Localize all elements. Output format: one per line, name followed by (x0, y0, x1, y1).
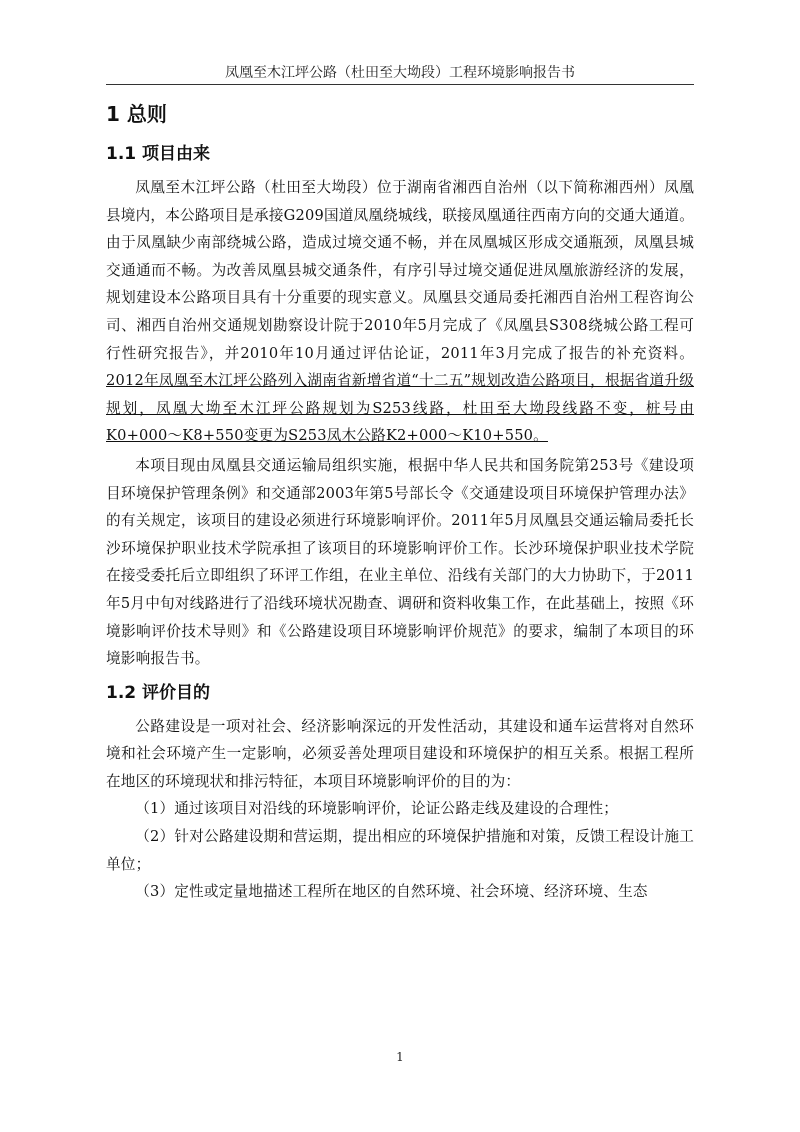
section-heading-1-2 (106, 673, 694, 713)
chapter-number: 1 (106, 102, 120, 126)
paragraph-project-origin (106, 174, 694, 450)
chapter-heading (106, 94, 694, 134)
section-title: 评价目的 (142, 682, 211, 703)
list-item: （1）通过该项目对沿线的环境影响评价，论证公路走线及建设的合理性； (135, 800, 619, 818)
section-heading-1-1 (106, 134, 694, 174)
header-divider (106, 84, 694, 85)
list-item: （2）针对公路建设期和营运期，提出相应的环境保护措施和对策，反馈工程设计施工单位； (106, 828, 694, 873)
chapter-title: 总则 (126, 102, 167, 126)
paragraph-project-implementation: 本项目现由凤凰县交通运输局组织实施，根据中华人民共和国务院第253号《建设项目环境保护管理条例》和交通部2003年第5号部长令《交通建设项目环境保护管理办法》的有关规定，该项目的建设必须进行环境影响评价。2011年5月凤凰县交通运输局委托长沙环境保护职业技术学院承担了该项目的环境影响评价工作。长沙环境保护职业技术学院在接受委托后立即组织了环评工作组，在业主单位、沿线有关部门的大力协助下，于2011年5月中旬对线路进行了沿线环境状况勘查、调研和资料收集工作，在此基础上，按照《环境影响评价技术导则》和《公路建设项目环境影响评价规范》的要求，编制了本项目的环境影响报告书。 (106, 456, 694, 668)
section-number: 1.1 (106, 144, 137, 164)
paragraph-text: 凤凰至木江坪公路（杜田至大坳段）位于湖南省湘西自治州（以下简称湘西州）凤凰县境内，本公路项目是承接G209国道凤凰绕城线，联接凤凰通往西南方向的交通大通道。由于凤凰缺少南部绕城公路，造成过境交通不畅，并在凤凰城区形成交通瓶颈，凤凰县城交通通而不畅。为改善凤凰县城交通条件，有序引导过境交通促进凤凰旅游经济的发展，规划建设本公路项目具有十分重要的现实意义。凤凰县交通局委托湘西自治州工程咨询公司、湘西自治州交通规划勘察设计院于2010年5月完成了《凤凰县S308绕城公路工程可行性研究报告》，并2010年10月通过评估论证，2011年3月完成了报告的补充资料。 (106, 179, 694, 362)
running-header: 凤凰至木江坪公路（杜田至大坳段）工程环境影响报告书 (225, 65, 575, 81)
list-item: （3）定性或定量地描述工程所在地区的自然环境、社会环境、经济环境、生态 (135, 883, 648, 901)
page-body (106, 94, 694, 906)
section-title: 项目由来 (142, 144, 211, 164)
underlined-revision-text: 2012年凤凰至木江坪公路列入湖南省新增省道“十二五”规划改造公路项目，根据省道升级规划，凤凰大坳至木江坪公路规划为S253线路，杜田至大坳段线路不变，桩号由K0+000～K8+550变更为S253凤木公路K2+000～K10+550。 (106, 372, 694, 445)
page-number: 1 (396, 1050, 404, 1064)
section-number: 1.2 (106, 682, 137, 703)
paragraph-evaluation-purpose: 公路建设是一项对社会、经济影响深远的开发性活动，其建设和通车运营将对自然环境和社会环境产生一定影响，必须妥善处理项目建设和环境保护的相互关系。根据工程所在地区的环境现状和排污特征，本项目环境影响评价的目的为： (106, 717, 694, 790)
